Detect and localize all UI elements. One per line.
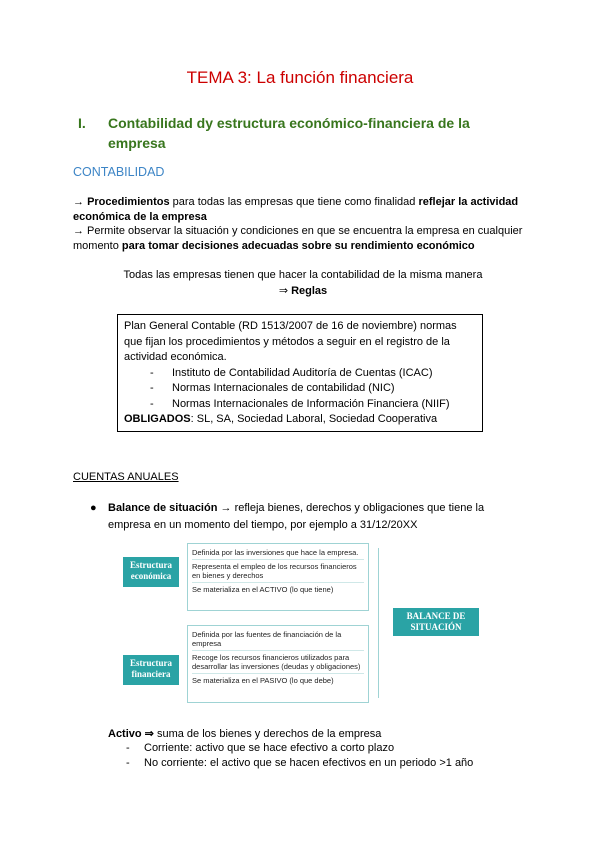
activo-definition: suma de los bienes y derechos de la empresa <box>156 728 382 740</box>
activo-item: - No corriente: el activo que se hacen efectivos en un periodo >1 año <box>126 757 474 769</box>
balance-bullet <box>90 500 520 534</box>
arrow-symbol: → <box>73 225 84 237</box>
list-item: - Instituto de Contabilidad Auditoría de Cuentas (ICAC) <box>150 366 433 379</box>
paragraph-text: para todas las empresas que tiene como finalidad <box>169 196 419 208</box>
reflejar-phrase: reflejar la actividad económica de la empresa <box>73 196 519 223</box>
list-item: - Normas Internacionales de Información Financiera (NIIF) <box>150 397 450 410</box>
activo-term: Activo <box>108 728 142 740</box>
reglas-line <box>73 284 533 299</box>
contabilidad-heading: CONTABILIDAD <box>73 165 165 179</box>
estructura-economica-label: Estructura económica <box>123 557 179 587</box>
box-intro: Plan General Contable (RD 1513/2007 de 16 de noviembre) normas que fijan los procedimientos y métodos a seguir en el registro de la actividad económica. <box>124 320 457 363</box>
plan-contable-box <box>117 314 483 432</box>
activo-line <box>108 727 381 740</box>
bullet-icon: ● <box>90 502 97 514</box>
section-number: I. <box>78 115 86 131</box>
financiera-row: Definida por las fuentes de financiación de la empresa <box>192 628 364 651</box>
section-heading <box>78 113 498 153</box>
balance-term: Balance de situación <box>108 502 218 514</box>
permite-paragraph <box>73 224 533 253</box>
financiera-box <box>187 625 369 703</box>
economica-box <box>187 543 369 611</box>
page-title: TEMA 3: La función financiera <box>186 68 414 87</box>
decisiones-phrase: para tomar decisiones adecuadas sobre su rendimiento económico <box>121 239 475 252</box>
economica-row: Definida por las inversiones que hace la empresa. <box>192 546 364 560</box>
list-item: - Normas Internacionales de contabilidad (NIC) <box>150 382 395 394</box>
center-statement: Todas las empresas tienen que hacer la contabilidad de la misma manera <box>123 269 483 281</box>
estructura-financiera-label: Estructura financiera <box>123 655 179 685</box>
economica-row: Representa el empleo de los recursos financieros en bienes y derechos <box>192 560 364 583</box>
cuentas-anuales-heading: CUENTAS ANUALES <box>73 471 179 483</box>
reglas-term: Reglas <box>291 285 328 297</box>
activo-item: - Corriente: activo que se hace efectivo a corto plazo <box>126 742 395 754</box>
financiera-row: Se materializa en el PASIVO (lo que debe) <box>192 676 334 685</box>
procedimientos-paragraph <box>73 195 533 224</box>
arrow-symbol: → <box>73 196 84 208</box>
bracket-line <box>378 548 379 698</box>
double-arrow-icon: ⇒ <box>141 728 157 740</box>
section-title: Contabilidad dy estructura económico-financiera de la empresa <box>108 115 470 151</box>
balance-situacion-label: BALANCE DE SITUACIÓN <box>393 608 479 636</box>
balance-description: refleja bienes, derechos y obligaciones que tiene la empresa en un momento del tiempo, por ejemplo a 31/12/20XX <box>108 502 485 531</box>
financiera-row: Recoge los recursos financieros utilizados para desarrollar las inversiones (deudas y obligaciones) <box>192 651 364 674</box>
economica-row: Se materializa en el ACTIVO (lo que tiene) <box>192 585 334 594</box>
paragraph-text: Permite observar la situación y condiciones en que se encuentra la empresa en cualquier momento <box>73 225 523 252</box>
procedimientos-term: Procedimientos <box>87 196 170 208</box>
obligados-line: OBLIGADOS: SL, SA, Sociedad Laboral, Sociedad Cooperativa <box>124 413 438 425</box>
double-arrow-icon: ⇒ <box>278 285 289 297</box>
arrow-symbol: → <box>217 502 235 514</box>
